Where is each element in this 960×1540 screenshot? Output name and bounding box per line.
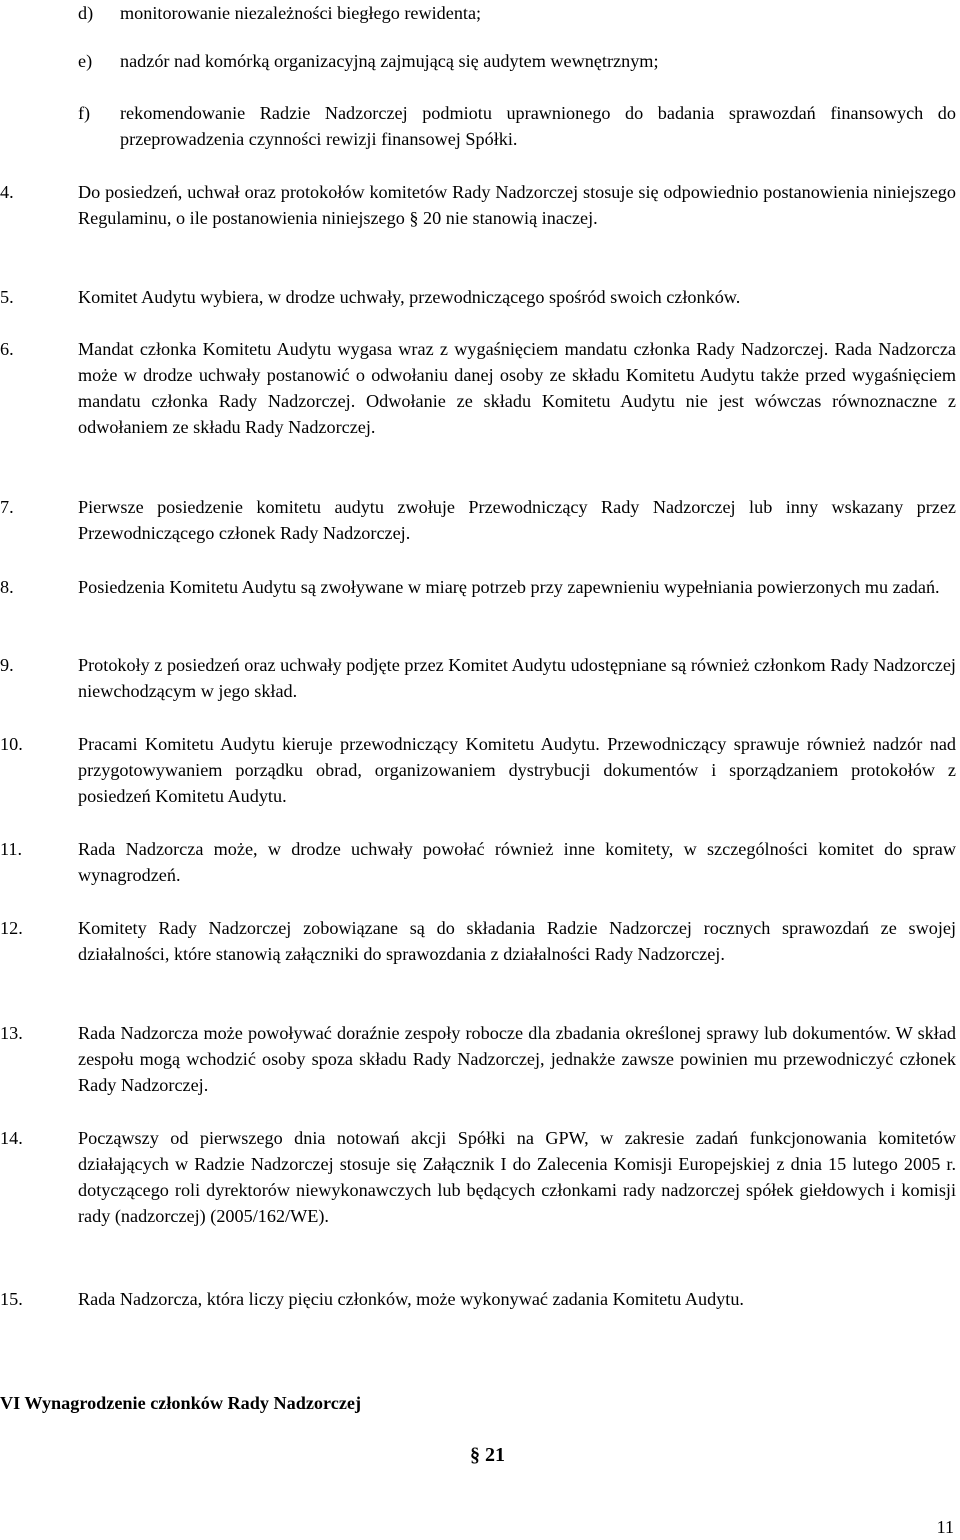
page-number: 11: [936, 1517, 954, 1537]
item-text: Protokoły z posiedzeń oraz uchwały podjęte przez Komitet Audytu udostępniane są również członkom Rady Nadzorczej niewchodzącym w jego skład.: [78, 655, 956, 701]
item-text: Rada Nadzorcza może, w drodze uchwały powołać również inne komitety, w szczególności komitet do spraw wynagrodzeń.: [78, 839, 956, 885]
list-item-8: [0, 574, 956, 600]
list-item-12: [0, 915, 956, 967]
item-text: Komitety Rady Nadzorczej zobowiązane są do składania Radzie Nadzorczej rocznych sprawozdań ze swojej działalności, które stanowią załączniki do sprawozdania z działalności Rady Nadzorczej.: [78, 918, 956, 964]
item-number: 14.: [0, 1128, 23, 1148]
item-text: Rada Nadzorcza może powoływać doraźnie zespoły robocze dla zbadania określonej sprawy lub dokumentów. W skład zespołu mogą wchodzić osoby spoza składu Rady Nadzorczej, jednakże zawsze powinien mu przewodniczyć członek Rady Nadzorczej.: [78, 1023, 956, 1095]
item-number: 12.: [0, 918, 23, 938]
section-heading: VI Wynagrodzenie członków Rady Nadzorczej: [0, 1393, 362, 1413]
sub-item-marker: d): [78, 3, 94, 23]
item-number: 6.: [0, 339, 14, 359]
item-text: Komitet Audytu wybiera, w drodze uchwały, przewodniczącego spośród swoich członków.: [78, 287, 741, 307]
item-text: Pracami Komitetu Audytu kieruje przewodniczący Komitetu Audytu. Przewodniczący sprawuje również nadzór nad przygotowywaniem porządku obrad, organizowaniem dystrybucji dokumentów i sporządzaniem protokołów z posiedzeń Komitetu Audytu.: [78, 734, 956, 806]
item-number: 8.: [0, 577, 14, 597]
list-item-15: [0, 1286, 956, 1312]
list-item-7: [0, 494, 956, 546]
item-number: 10.: [0, 734, 23, 754]
sub-item-text: monitorowanie niezależności biegłego rewidenta;: [120, 3, 482, 23]
list-item-6: [0, 336, 956, 440]
paragraph-number: § 21: [470, 1444, 505, 1466]
item-text: Począwszy od pierwszego dnia notowań akcji Spółki na GPW, w zakresie zadań funkcjonowania komitetów działających w Radzie Nadzorczej stosuje się Załącznik I do Zalecenia Komisji Europejskiej z dnia 15 lutego 2005 r. dotyczącego roli dyrektorów niewykonawczych lub będących członkami rady nadzorczej spółek giełdowych i komisji rady (nadzorczej) (2005/162/WE).: [78, 1128, 956, 1226]
item-number: 4.: [0, 182, 14, 202]
sub-item-text: rekomendowanie Radzie Nadzorczej podmiotu uprawnionego do badania sprawozdań finansowych do przeprowadzenia czynności rewizji finansowej Spółki.: [120, 103, 956, 149]
sub-item-d: [78, 0, 956, 26]
sub-item-marker: e): [78, 51, 93, 71]
item-number: 15.: [0, 1289, 23, 1309]
item-number: 9.: [0, 655, 14, 675]
item-number: 5.: [0, 287, 14, 307]
item-text: Do posiedzeń, uchwał oraz protokołów komitetów Rady Nadzorczej stosuje się odpowiednio postanowienia niniejszego Regulaminu, o ile postanowienia niniejszego § 20 nie stanowią inaczej.: [78, 182, 956, 228]
sub-item-e: [78, 48, 956, 74]
list-item-9: [0, 652, 956, 704]
item-number: 11.: [0, 839, 23, 859]
item-text: Pierwsze posiedzenie komitetu audytu zwołuje Przewodniczący Rady Nadzorczej lub inny wskazany przez Przewodniczącego członek Rady Nadzorczej.: [78, 497, 956, 543]
list-item-14: [0, 1125, 956, 1229]
list-item-10: [0, 731, 956, 809]
sub-item-marker: f): [78, 103, 91, 123]
list-item-4: [0, 179, 956, 231]
item-number: 7.: [0, 497, 14, 517]
item-number: 13.: [0, 1023, 23, 1043]
item-text: Rada Nadzorcza, która liczy pięciu członków, może wykonywać zadania Komitetu Audytu.: [78, 1289, 744, 1309]
sub-item-f: [78, 100, 956, 152]
list-item-13: [0, 1020, 956, 1098]
list-item-11: [0, 836, 956, 888]
item-text: Posiedzenia Komitetu Audytu są zwoływane w miarę potrzeb przy zapewnieniu wypełniania powierzonych mu zadań.: [78, 577, 940, 597]
sub-item-text: nadzór nad komórką organizacyjną zajmującą się audytem wewnętrznym;: [120, 51, 659, 71]
list-item-5: [0, 284, 956, 310]
item-text: Mandat członka Komitetu Audytu wygasa wraz z wygaśnięciem mandatu członka Rady Nadzorczej. Rada Nadzorcza może w drodze uchwały postanowić o odwołaniu danej osoby ze składu Komitetu Audytu także przed wygaśnięciem mandatu członka Rady Nadzorczej. Odwołanie ze składu Komitetu Audytu nie jest wówczas równoznaczne z odwołaniem ze składu Rady Nadzorczej.: [78, 339, 956, 437]
